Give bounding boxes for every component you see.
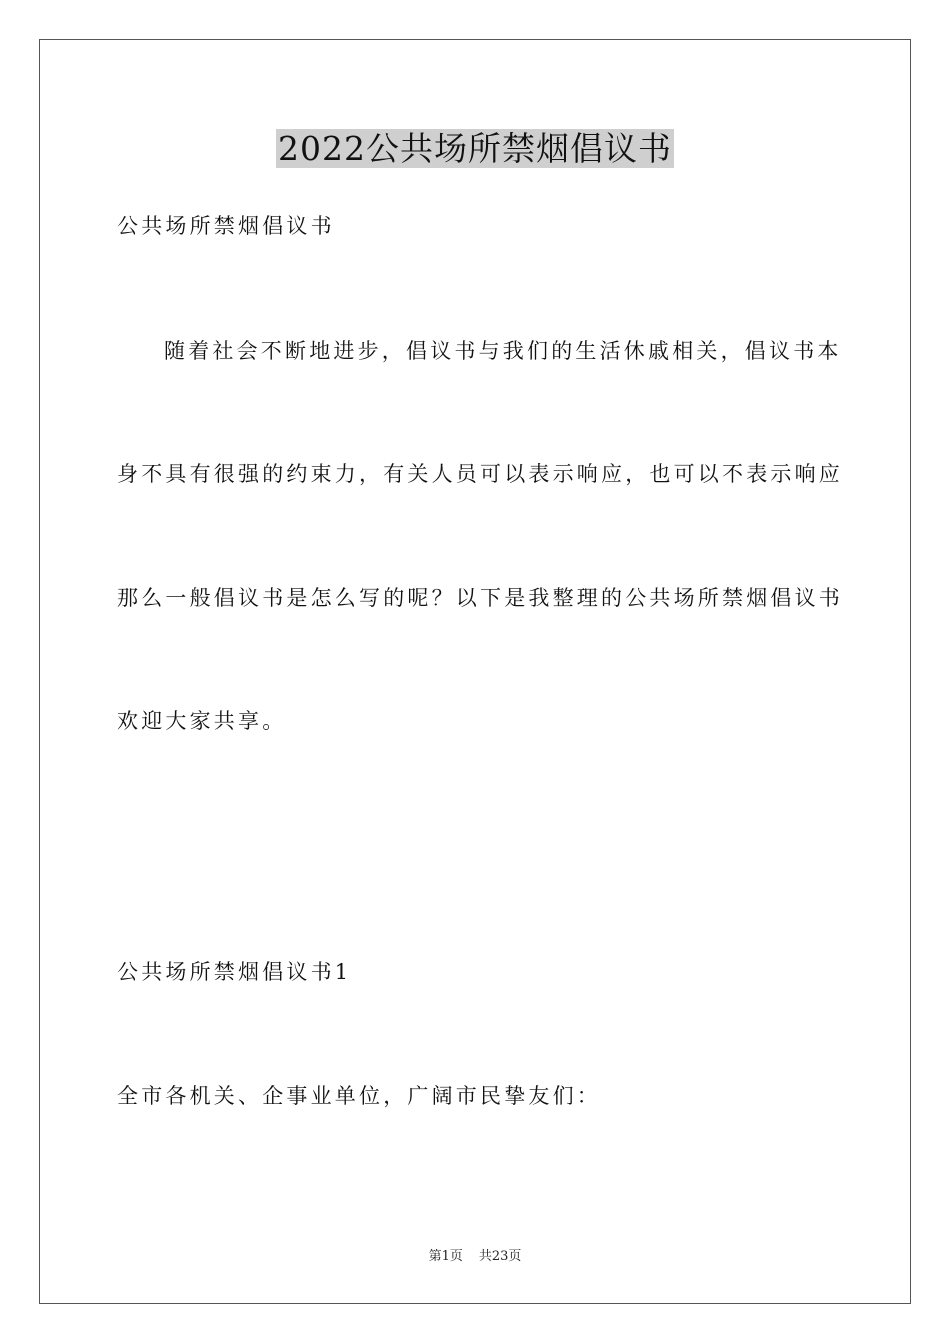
document-title (0, 126, 950, 172)
page-number-total: 共23页 (478, 1249, 522, 1264)
paragraph-line-4: 欢迎大家共享。 (117, 709, 287, 733)
page-number-current: 第1页 (428, 1249, 463, 1264)
section-heading: 公共场所禁烟倡议书1 (117, 960, 352, 984)
paragraph-line-2: 身不具有很强的约束力，有关人员可以表示响应，也可以不表示响应 (117, 462, 843, 486)
document-title-text: 2022公共场所禁烟倡议书 (278, 129, 672, 168)
paragraph-line-1: 随着社会不断地进步，倡议书与我们的生活休戚相关，倡议书本 (164, 339, 842, 363)
salutation: 全市各机关、企事业单位，广阔市民挚友们： (117, 1084, 601, 1108)
page-footer (0, 1248, 950, 1266)
paragraph-line-3: 那么一般倡议书是怎么写的呢？以下是我整理的公共场所禁烟倡议书 (117, 586, 843, 610)
document-subtitle: 公共场所禁烟倡议书 (117, 214, 335, 238)
